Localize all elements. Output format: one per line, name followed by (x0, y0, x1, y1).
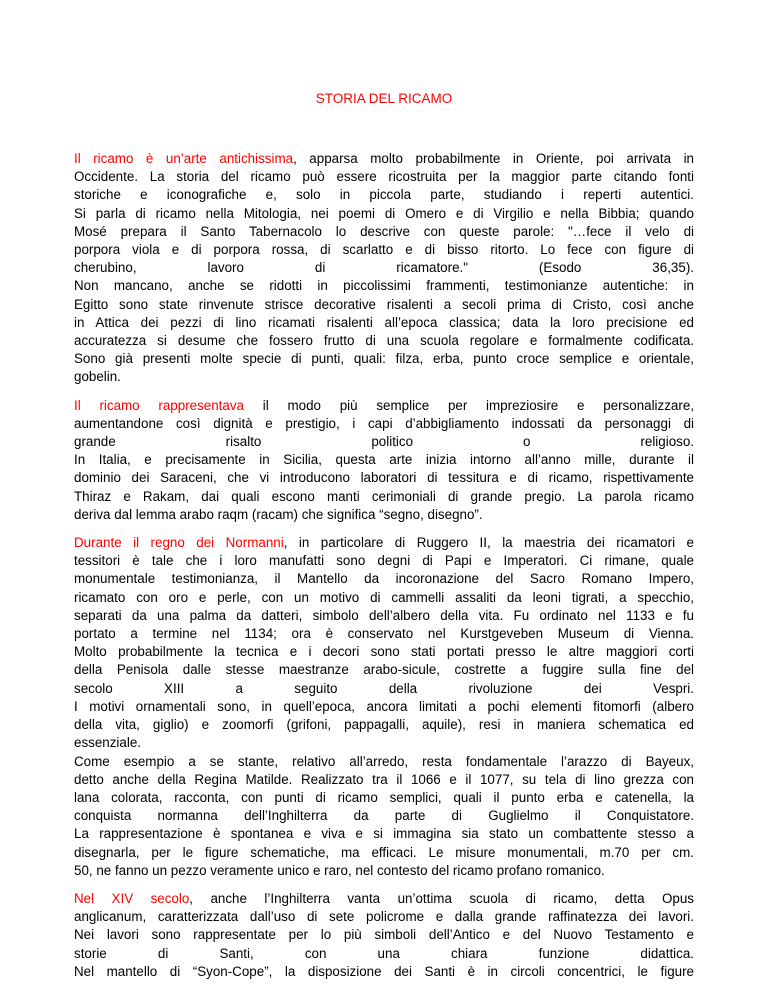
text-line (74, 753, 694, 771)
line-text: Si parla di ricamo nella Mitologia, nei poemi di Omero e di Virgilio e nella Bibbia; quando (74, 205, 694, 221)
text-line (74, 415, 694, 433)
text-line (74, 451, 694, 469)
text-line (74, 945, 694, 963)
paragraph (74, 397, 694, 524)
text-line (74, 680, 694, 698)
line-text: gobelin. (74, 369, 121, 385)
text-line (74, 469, 694, 487)
line-text: accuratezza si desume che fossero frutto di una scuola regolare e formalmente codificata. (74, 333, 694, 349)
line-text: monumentale testimonianza, il Mantello da incoronazione del Sacro Romano Impero, (74, 571, 694, 587)
line-text: , apparsa molto probabilmente in Oriente, poi arrivata in (293, 151, 694, 166)
text-line (74, 168, 694, 186)
text-line (74, 643, 694, 661)
line-text: Come esempio a se stante, relativo all’arredo, resta fondamentale l’arazzo di Bayeux, (74, 753, 694, 769)
line-text: La rappresentazione è spontanea e viva e si immagina sia stato un combattente stesso a (74, 826, 694, 842)
line-text: Non mancano, anche se ridotti in piccolissimi frammenti, testimonianze autentiche: in (74, 278, 694, 294)
text-line (74, 661, 694, 679)
text-line (74, 908, 694, 926)
line-text: grande risalto politico o religioso. (74, 434, 694, 450)
text-line (74, 771, 694, 789)
text-line (74, 789, 694, 807)
text-line (74, 186, 694, 204)
text-line (74, 589, 694, 607)
text-line (74, 625, 694, 643)
text-line (74, 241, 694, 259)
text-line (74, 890, 694, 908)
text-line (74, 698, 694, 716)
document-body (74, 150, 694, 991)
text-line (74, 150, 694, 168)
line-text: In Italia, e precisamente in Sicilia, questa arte inizia intorno all’anno mille, durante il (74, 452, 694, 468)
line-text: deriva dal lemma arabo raqm (racam) che significa “segno, disegno”. (74, 506, 483, 522)
text-line (74, 314, 694, 332)
paragraph-lead: Il ricamo rappresentava (74, 397, 244, 413)
line-text: Nel mantello di “Syon-Cope”, la disposizione dei Santi è in circoli concentrici, le figure (74, 963, 694, 979)
line-text: il modo più semplice per impreziosire e personalizzare, (244, 397, 694, 413)
text-line (74, 205, 694, 223)
line-text: Occidente. La storia del ricamo può essere ricostruita per la maggior parte citando fonti (74, 169, 694, 185)
line-text: Nei lavori sono rappresentate per lo più simboli dell’Antico e del Nuovo Testamento e (74, 927, 694, 943)
text-line (74, 397, 694, 415)
text-line (74, 716, 694, 734)
line-text: storie di Santi, con una chiara funzione didattica. (74, 945, 694, 961)
line-text: , in particolare di Ruggero II, la maestria dei ricamatori e (283, 535, 694, 551)
text-line (74, 807, 694, 825)
line-text: Egitto sono state rinvenute strisce decorative risalenti a secoli prima di Cristo, così anche (74, 296, 694, 312)
text-line (74, 488, 694, 506)
line-text: , anche l’Inghilterra vanta un’ottima scuola di ricamo, detta Opus (189, 890, 694, 906)
line-text: aumentandone così dignità e prestigio, i capi d’abbigliamento indossati da personaggi di (74, 415, 694, 431)
text-line (74, 350, 694, 368)
line-text: portato a termine nel 1134; ora è conservato nel Kurstgeveben Museum di Vienna. (74, 626, 694, 642)
text-line (74, 506, 694, 524)
line-text: storiche e iconografiche e, solo in piccola parte, studiando i reperti autentici. (74, 187, 694, 203)
line-text: Mosé prepara il Santo Tabernacolo lo descrive con queste parole: "…fece il velo di (74, 223, 694, 239)
paragraph (74, 534, 694, 880)
text-line (74, 368, 694, 386)
text-line (74, 296, 694, 314)
text-line (74, 862, 694, 880)
line-text: della vita, giglio) e zoomorfi (grifoni, pappagalli, aquile), resi in maniera schematica ed (74, 717, 694, 733)
paragraph-lead: Il ricamo è un’arte antichissima (74, 151, 294, 166)
text-line (74, 534, 694, 552)
text-line (74, 926, 694, 944)
text-line (74, 223, 694, 241)
line-text: separati da una palma da datteri, simbolo dell’albero della vita. Fu ordinato nel 1133 e fu (74, 607, 694, 623)
paragraph-lead: Nel XIV secolo (74, 890, 190, 906)
line-text: cherubino, lavoro di ricamatore." (Esodo 36,35). (74, 260, 694, 276)
text-line (74, 607, 694, 625)
line-text: porpora viola e di porpora rossa, di scarlatto e di bisso ritorto. Lo fece con figure di (74, 242, 694, 258)
line-text: essenziale. (74, 735, 141, 751)
line-text: in Attica dei pezzi di lino ricamati risalenti all’epoca classica; data la loro precisione ed (74, 314, 694, 330)
text-line (74, 259, 694, 277)
text-line (74, 277, 694, 295)
line-text: Thiraz e Rakam, dai quali escono manti cerimoniali di grande pregio. La parola ricamo (74, 488, 694, 504)
line-text: 50, ne fanno un pezzo veramente unico e raro, nel contesto del ricamo profano romanico. (74, 862, 605, 878)
text-line (74, 844, 694, 862)
paragraph (74, 150, 694, 387)
paragraph (74, 890, 694, 981)
line-text: conquista normanna dell’Inghilterra da parte di Guglielmo il Conquistatore. (74, 808, 694, 824)
line-text: I motivi ornamentali sono, in quell’epoca, ancora limitati a pochi elementi fitomorfi (albero (74, 698, 694, 714)
line-text: della Penisola dalle stesse maestranze arabo-sicule, costrette a fuggire sulla fine del (74, 662, 694, 678)
document-title: STORIA DEL RICAMO (315, 91, 453, 106)
text-line (74, 734, 694, 752)
text-line (74, 570, 694, 588)
line-text: Sono già presenti molte specie di punti, quali: filza, erba, punto croce semplice e orientale, (74, 351, 694, 367)
paragraph-lead: Durante il regno dei Normanni (74, 535, 284, 551)
line-text: lana colorata, racconta, con punti di ricamo semplici, quali il punto erba e catenella, la (74, 789, 694, 805)
text-line (74, 552, 694, 570)
line-text: secolo XIII a seguito della rivoluzione dei Vespri. (74, 680, 694, 696)
line-text: disegnarla, per le figure schematiche, ma efficaci. Le misure monumentali, m.70 per cm. (74, 844, 694, 860)
line-text: detto anche della Regina Matilde. Realizzato tra il 1066 e il 1077, su tela di lino grezza con (74, 771, 694, 787)
line-text: anglicanum, caratterizzata dall’uso di sete policrome e dalla grande raffinatezza dei lavori. (74, 909, 694, 925)
line-text: ricamato con oro e perle, con un motivo di cammelli assaliti da leoni tigrati, a specchio, (74, 589, 694, 605)
text-line (74, 433, 694, 451)
line-text: Molto probabilmente la tecnica e i decori sono stati portati presso le altre maggiori corti (74, 644, 694, 660)
text-line (74, 332, 694, 350)
text-line (74, 825, 694, 843)
text-line (74, 963, 694, 981)
line-text: dominio dei Saraceni, che vi introducono laboratori di tessitura e di ricamo, rispettivamente (74, 470, 694, 486)
line-text: tessitori è tale che i loro manufatti sono degni di Papi e Imperatori. Ci rimane, quale (74, 553, 694, 569)
